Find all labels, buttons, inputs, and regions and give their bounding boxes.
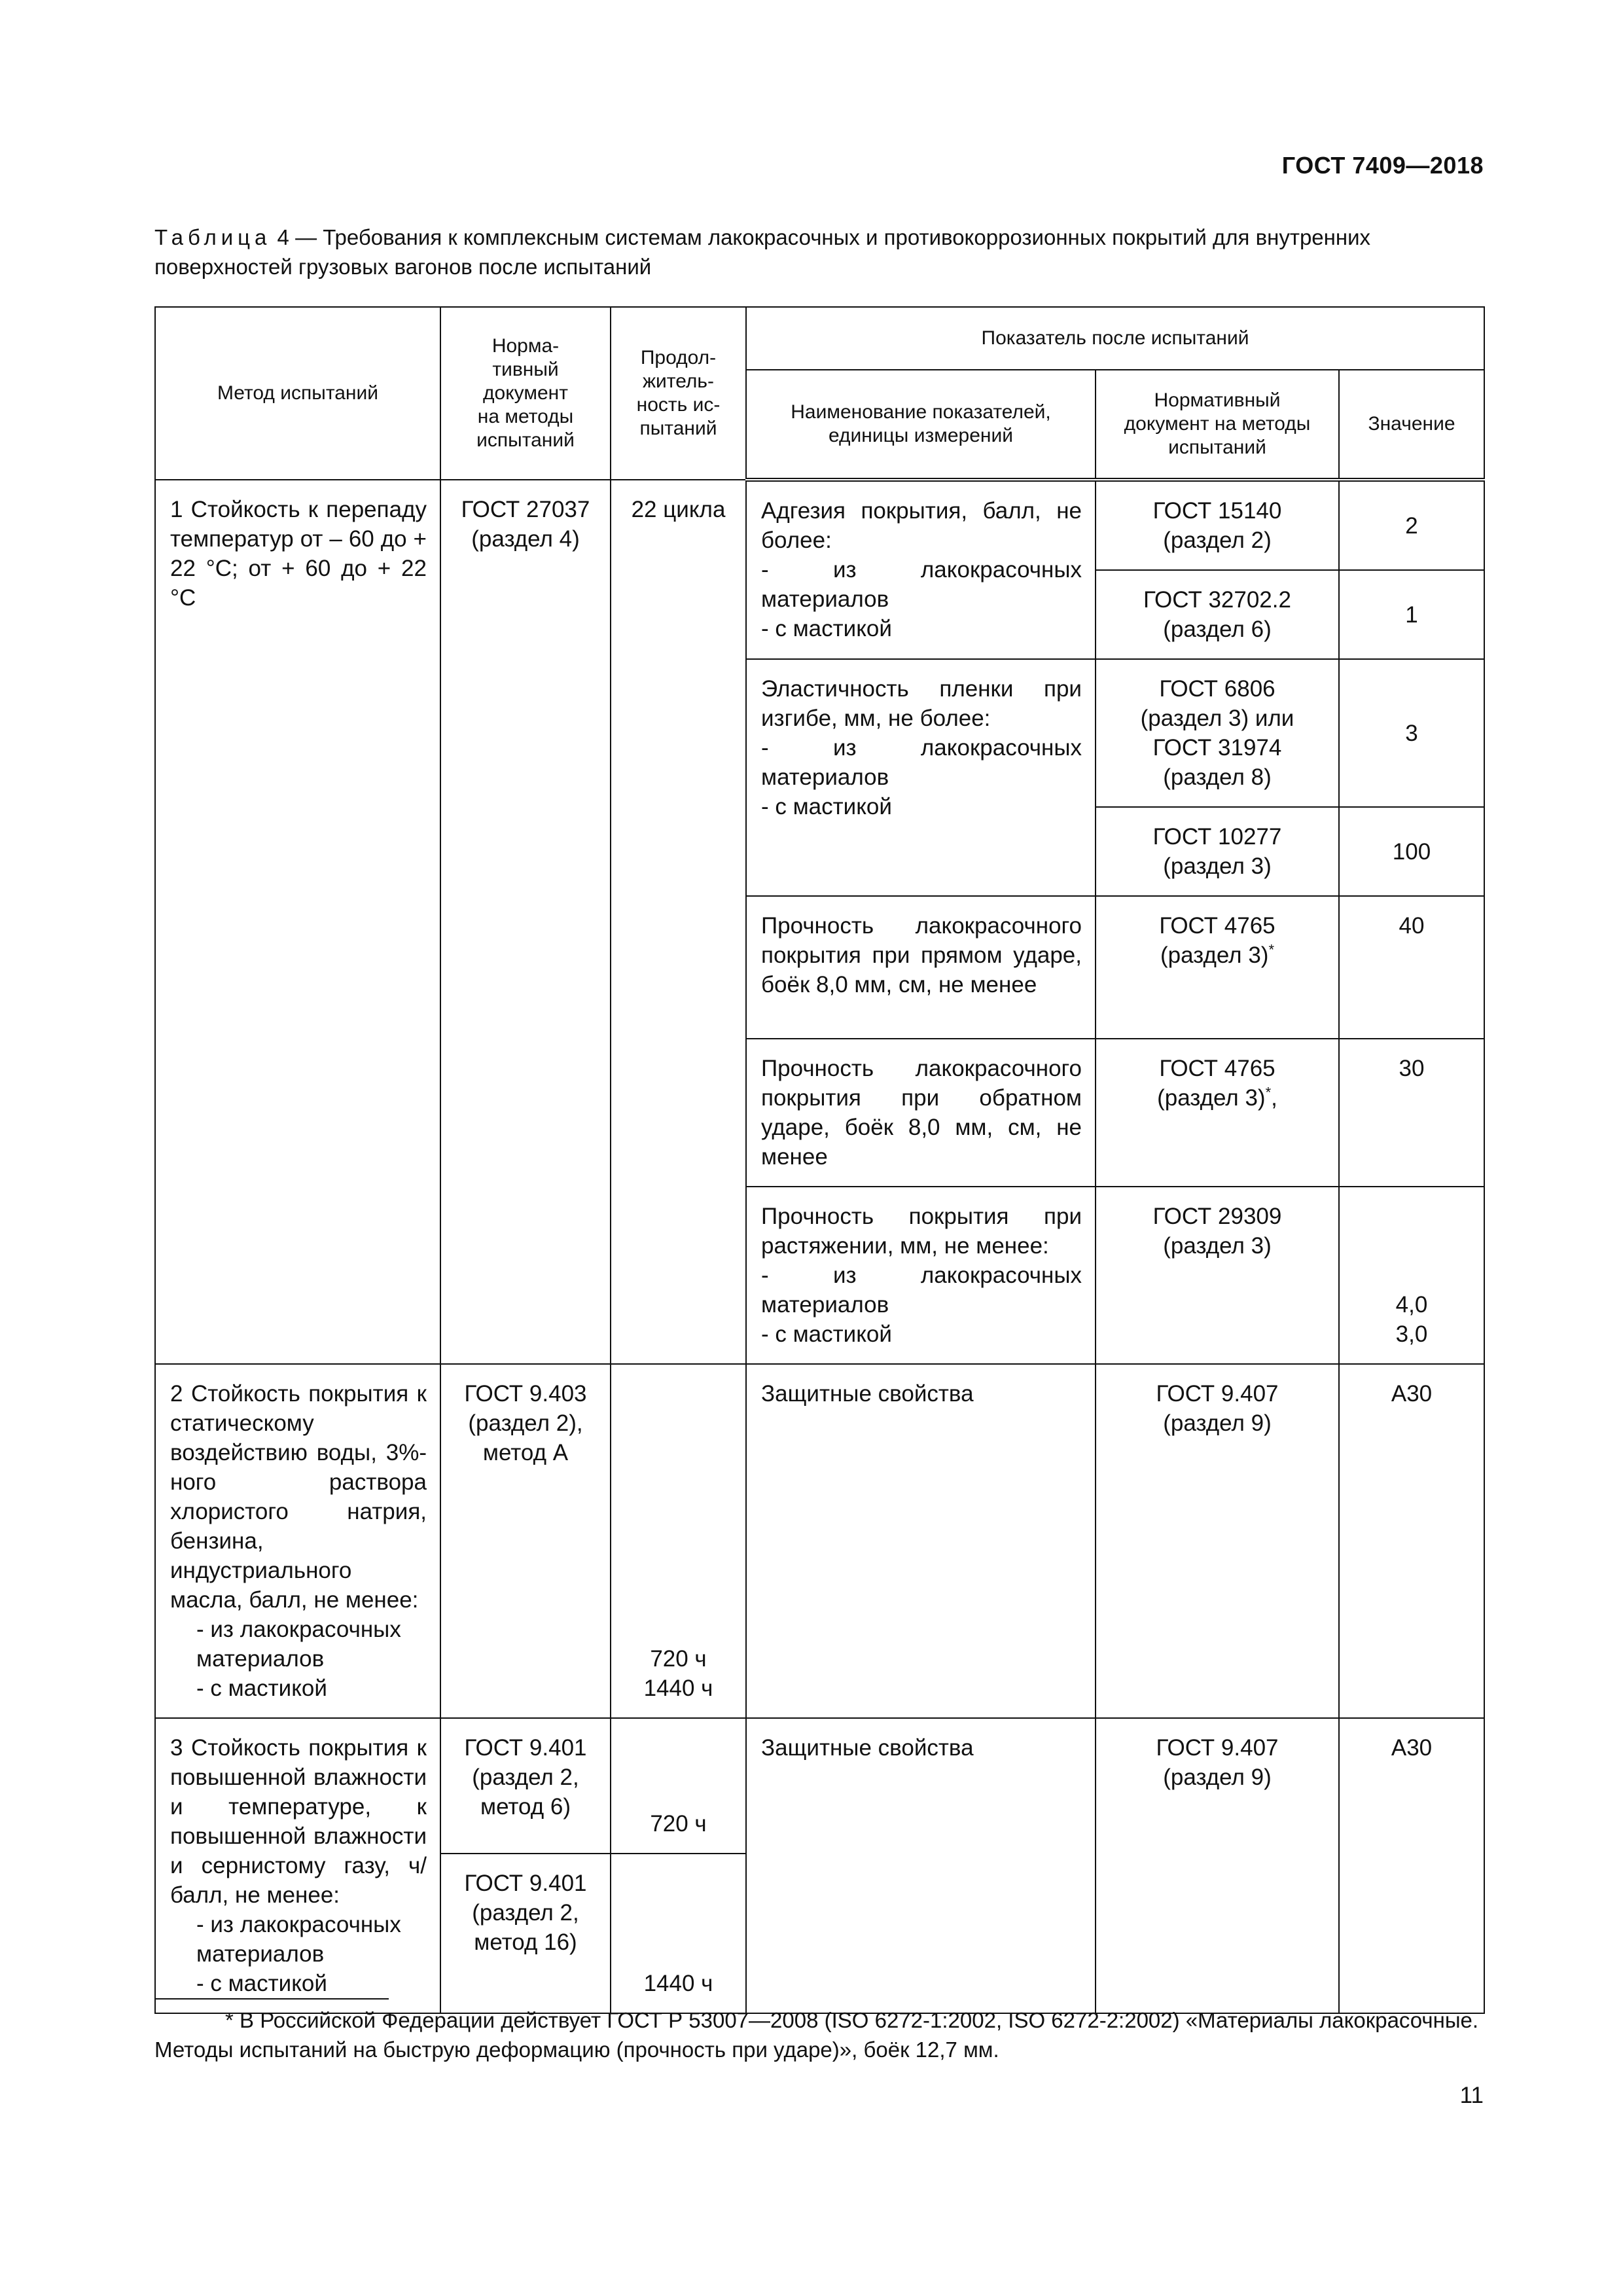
row1-tensile-name: Прочность покрытия при растяжении, мм, не менее: - из лакокрасочных материалов - с мастикой — [746, 1187, 1096, 1364]
header-indicator-group: Показатель после испытаний — [746, 307, 1484, 370]
row1-reverse-impact-val: 30 — [1339, 1039, 1484, 1187]
header-value: Значение — [1339, 370, 1484, 480]
row3-duration2: 1440 ч — [611, 1854, 746, 2013]
row1-direct-impact-val: 40 — [1339, 896, 1484, 1039]
row2-norm-doc: ГОСТ 9.403 (раздел 2), метод А — [440, 1364, 611, 1718]
row1-reverse-impact-doc: ГОСТ 4765 (раздел 3)*, — [1096, 1039, 1339, 1187]
row2-method: 2 Стойкость покрытия к статическому воздействию воды, 3%-ного раствора хлористого натрия, бензина, индустриального масла, балл, не менее: - из лакокрасочных материалов - с мастикой — [155, 1364, 440, 1718]
row2-indicator-doc: ГОСТ 9.407 (раздел 9) — [1096, 1364, 1339, 1718]
footnote-divider — [154, 1998, 389, 2000]
row3-norm-doc1: ГОСТ 9.401 (раздел 2, метод 6) — [440, 1718, 611, 1854]
header-duration: Продол- житель- ность ис- пытаний — [611, 307, 746, 480]
row1-elastic-doc1: ГОСТ 6806 (раздел 3) или ГОСТ 31974 (раздел 8) — [1096, 659, 1339, 807]
row1-tensile-doc: ГОСТ 29309 (раздел 3) — [1096, 1187, 1339, 1364]
header-indicator-name: Наименование показателей, единицы измерений — [746, 370, 1096, 480]
footnote: * В Российской Федерации действует ГОСТ Р 53007—2008 (ISO 6272-1:2002, ISO 6272-2:2002) «Материалы лакокрасочные. Методы испытаний на быструю деформацию (прочность при ударе)», боёк 12,7 мм. — [154, 2008, 1479, 2062]
header-norm-doc: Норма- тивный документ на методы испытаний — [440, 307, 611, 480]
row1-adhesion-val2: 1 — [1339, 570, 1484, 659]
caption-label: Таблица — [154, 225, 272, 249]
row1-method: 1 Стойкость к перепаду температур от – 60 до + 22 °С; от + 60 до + 22 °С — [155, 480, 440, 1364]
caption-text: 4 — Требования к комплексным системам лакокрасочных и противокоррозионных покрытий для внутренних поверхностей грузовых вагонов после испытаний — [154, 225, 1371, 279]
row1-direct-impact-doc: ГОСТ 4765 (раздел 3)* — [1096, 896, 1339, 1039]
row3-norm-doc2: ГОСТ 9.401 (раздел 2, метод 16) — [440, 1854, 611, 2013]
row2-duration: 720 ч 1440 ч — [611, 1364, 746, 1718]
row1-tensile-val: 4,0 3,0 — [1339, 1187, 1484, 1364]
row1-adhesion-doc2: ГОСТ 32702.2 (раздел 6) — [1096, 570, 1339, 659]
page-number: 11 — [1459, 2083, 1484, 2108]
header-method: Метод испытаний — [155, 307, 440, 480]
requirements-table — [154, 306, 1485, 2014]
row1-direct-impact-name: Прочность лакокрасочного покрытия при прямом ударе, боёк 8,0 мм, см, не менее — [746, 896, 1096, 1039]
row1-adhesion-name: Адгезия покрытия, балл, не более: - из лакокрасочных материалов - с мастикой — [746, 480, 1096, 659]
row1-elastic-val2: 100 — [1339, 807, 1484, 896]
header-indicator-doc: Нормативный документ на методы испытаний — [1096, 370, 1339, 480]
row1-reverse-impact-name: Прочность лакокрасочного покрытия при обратном ударе, боёк 8,0 мм, см, не менее — [746, 1039, 1096, 1187]
row1-adhesion-val1: 2 — [1339, 480, 1484, 570]
document-id: ГОСТ 7409—2018 — [1281, 152, 1484, 179]
row1-elastic-name: Эластичность пленки при изгибе, мм, не более: - из лакокрасочных материалов - с мастикой — [746, 659, 1096, 896]
row3-indicator-name: Защитные свойства — [746, 1718, 1096, 2013]
row1-norm-doc: ГОСТ 27037 (раздел 4) — [440, 480, 611, 1364]
table-caption — [154, 223, 1483, 281]
row3-value: А30 — [1339, 1718, 1484, 2013]
row1-adhesion-doc1: ГОСТ 15140 (раздел 2) — [1096, 480, 1339, 570]
row2-value: А30 — [1339, 1364, 1484, 1718]
row3-duration1: 720 ч — [611, 1718, 746, 1854]
row1-elastic-val1: 3 — [1339, 659, 1484, 807]
row1-elastic-doc2: ГОСТ 10277 (раздел 3) — [1096, 807, 1339, 896]
row3-method: 3 Стойкость покрытия к повышенной влажности и температуре, к повышенной влажности и сернистому газу, ч/балл, не менее: - из лакокрасочных материалов - с мастикой — [155, 1718, 440, 2013]
row3-indicator-doc: ГОСТ 9.407 (раздел 9) — [1096, 1718, 1339, 2013]
row2-indicator-name: Защитные свойства — [746, 1364, 1096, 1718]
row1-duration: 22 цикла — [611, 480, 746, 1364]
